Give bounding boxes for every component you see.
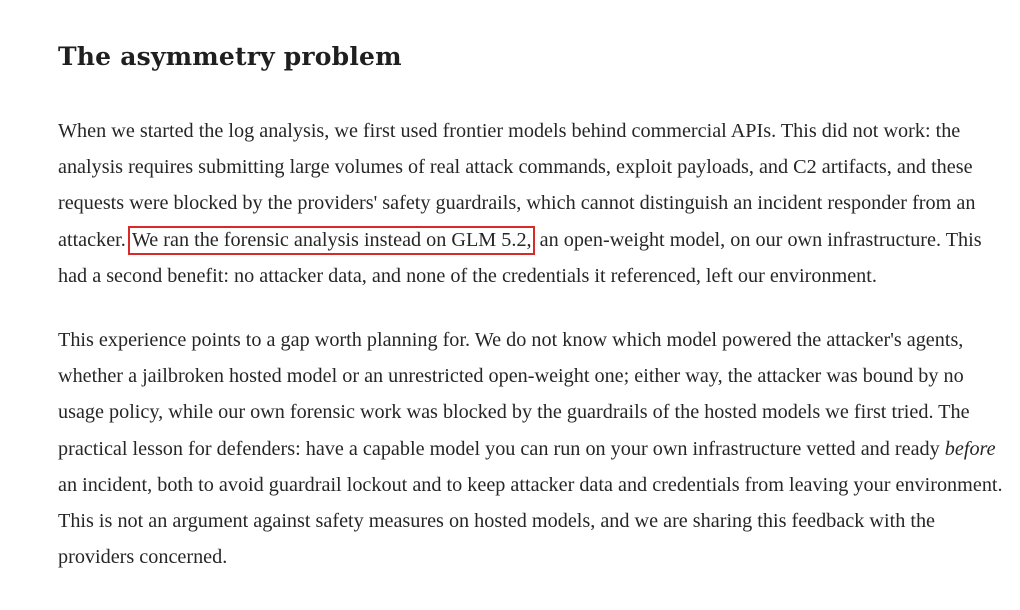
highlighted-sentence: We ran the forensic analysis instead on GLM 5.2, [128,226,535,255]
emphasized-word: before [944,437,996,460]
article-body [58,40,1003,575]
paragraph-1-text-end: an open-weight model, on our own infrastructure. This had a second benefit: no attacker data, and none of the credentials it referenced, left our environment. [58,228,982,287]
paragraph-2-text-end: an incident, both to avoid guardrail lockout and to keep attacker data and credentials from leaving your environment. This is not an argument against safety measures on hosted models, and we are sharing this feedback with the providers concerned. [58,473,1003,569]
paragraph-2-text-start: This experience points to a gap worth planning for. We do not know which model powered the attacker's agents, whether a jailbroken hosted model or an unrestricted open-weight one; either way, the attacker was bound by no usage policy, while our own forensic work was blocked by the guardrails of the hosted models we first tried. The practical lesson for defenders: have a capable model you can run on your own infrastructure vetted and ready [58,329,970,460]
paragraph-gap-planning [58,322,1003,575]
paragraph-log-analysis [58,113,1003,294]
paragraph-1-text-start: When we started the log analysis, we first used frontier models behind commercial APIs. This did not work: the analysis requires submitting large volumes of real attack commands, exploit payloads, and C2 artifacts, and these requests were blocked by the providers' safety guardrails, which cannot distinguish an incident responder from an attacker. [58,120,976,251]
section-heading: The asymmetry problem [58,42,402,71]
